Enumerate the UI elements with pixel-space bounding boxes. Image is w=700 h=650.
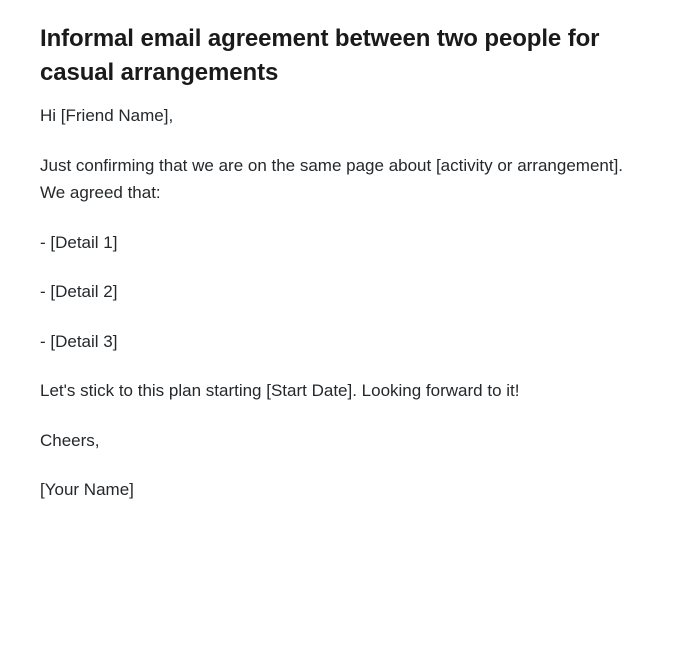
email-sign-off: Cheers, <box>40 430 100 450</box>
email-intro-paragraph: Just confirming that we are on the same page about [activity or arrangement]. We agreed that: <box>40 155 624 203</box>
list-item: - [Detail 1] <box>40 232 118 252</box>
email-signature: [Your Name] <box>40 480 134 500</box>
email-greeting: Hi [Friend Name], <box>40 106 174 126</box>
list-item: - [Detail 3] <box>40 331 118 351</box>
page-title: Informal email agreement between two people for casual arrangements <box>40 25 600 87</box>
email-closing-paragraph: Let's stick to this plan starting [Start Date]. Looking forward to it! <box>40 381 520 401</box>
list-item: - [Detail 2] <box>40 282 118 302</box>
